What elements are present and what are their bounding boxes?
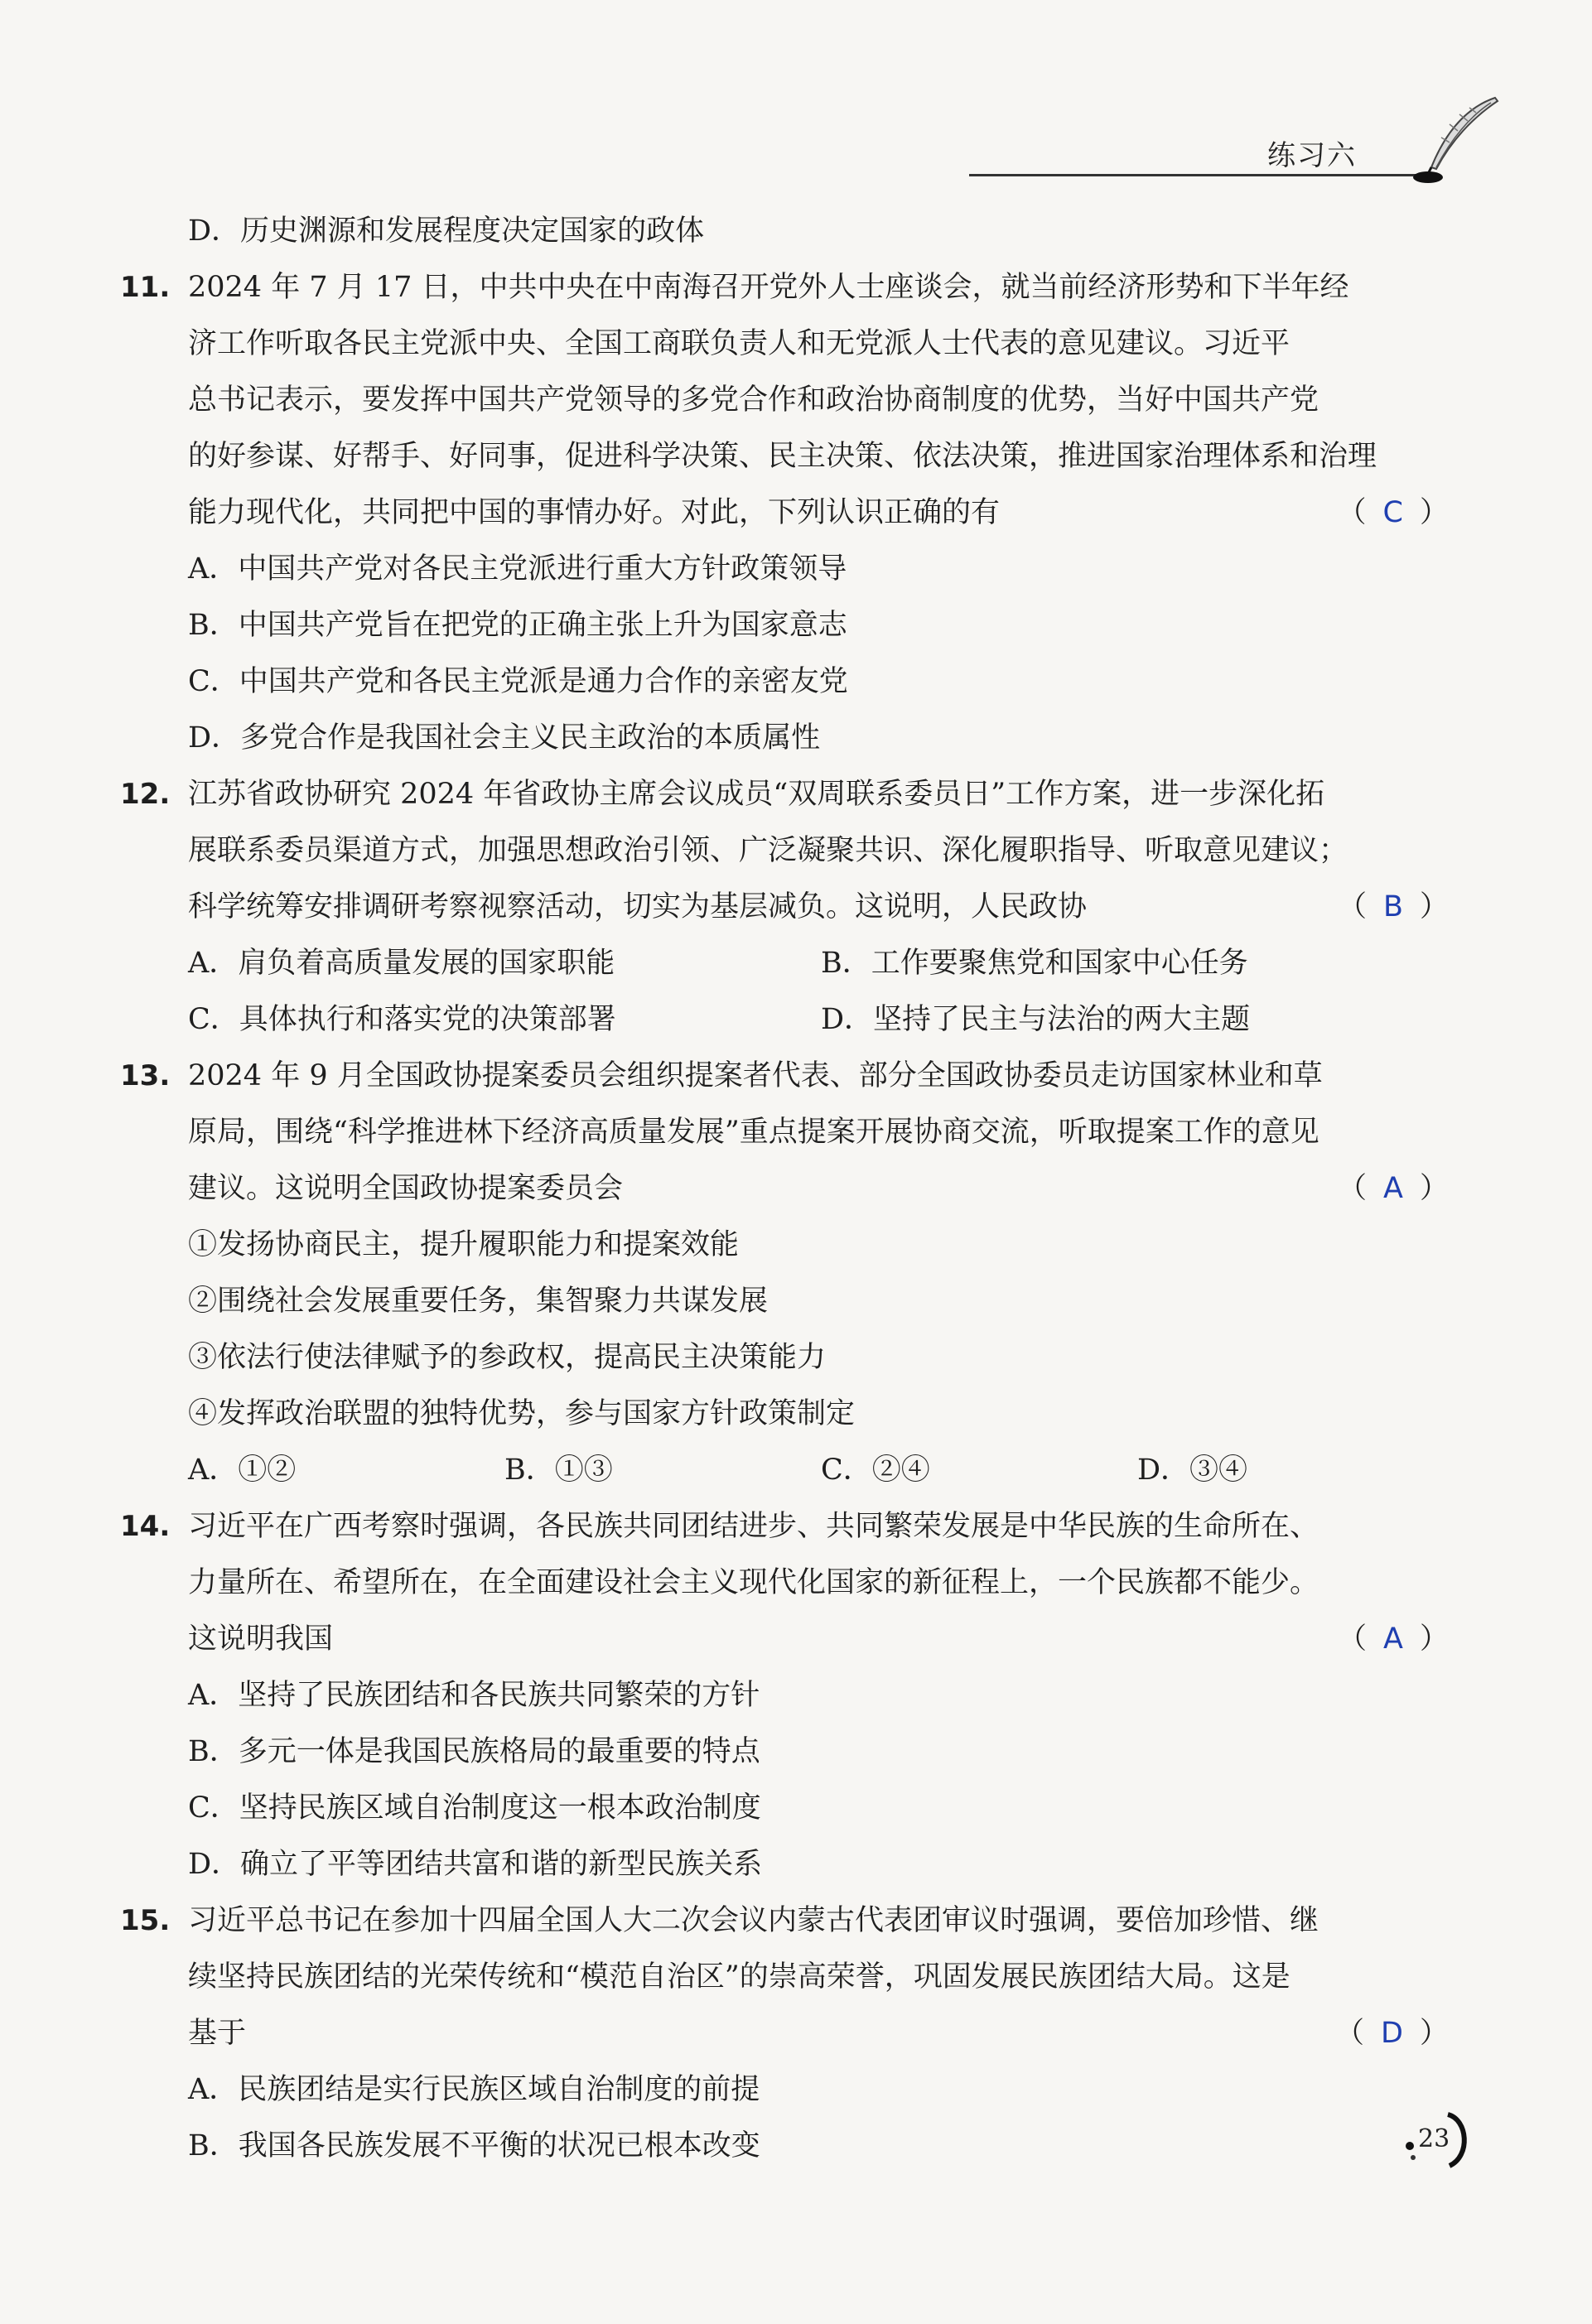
header-title: 练习六 bbox=[1267, 139, 1357, 172]
question-11 bbox=[120, 259, 1454, 766]
option: C．坚持民族区域自治制度这一根本政治制度 bbox=[188, 1791, 761, 1825]
question-text-line: 习近平总书记在参加十四届全国人大二次会议内蒙古代表团审议时强调，要倍加珍惜、继 bbox=[188, 1904, 1319, 1937]
option: D．确立了平等团结共富和谐的新型民族关系 bbox=[188, 1848, 763, 1881]
question-text-line: 济工作听取各民主党派中央、全国工商联负责人和无党派人士代表的意见建议。习近平 bbox=[188, 327, 1290, 360]
statement: ③依法行使法律赋予的参政权，提高民主决策能力 bbox=[188, 1341, 827, 1374]
option: A．①② bbox=[188, 1454, 297, 1487]
answer-letter: A bbox=[1383, 1622, 1408, 1656]
option: B．①③ bbox=[504, 1454, 613, 1487]
statement: ①发扬协商民主，提升履职能力和提案效能 bbox=[188, 1228, 740, 1261]
option: A．民族团结是实行民族区域自治制度的前提 bbox=[188, 2073, 760, 2106]
option: D．坚持了民主与法治的两大主题 bbox=[821, 1003, 1251, 1036]
question-text-line: 原局，围绕“科学推进林下经济高质量发展”重点提案开展协商交流，听取提案工作的意见 bbox=[188, 1116, 1319, 1149]
question-text-line: 续坚持民族团结的光荣传统和“模范自治区”的崇高荣誉，巩固发展民族团结大局。这是 bbox=[188, 1960, 1290, 1994]
question-text-line: 基于 bbox=[188, 2017, 247, 2050]
option: A．肩负着高质量发展的国家职能 bbox=[188, 947, 615, 980]
question-text-line: 建议。这说明全国政协提案委员会 bbox=[188, 1172, 624, 1205]
question-number: 12. bbox=[120, 778, 171, 811]
question-text-line: 展联系委员渠道方式，加强思想政治引领、广泛凝聚共识、深化履职指导、听取意见建议； bbox=[188, 834, 1348, 867]
answer-letter: A bbox=[1383, 1172, 1408, 1205]
answer-letter: C bbox=[1382, 496, 1408, 529]
question-14 bbox=[120, 1498, 1454, 1892]
question-text-line: 科学统筹安排调研考察视察活动，切实为基层减负。这说明，人民政协 bbox=[188, 890, 1088, 923]
question-13 bbox=[120, 1048, 1454, 1498]
question-number: 13. bbox=[120, 1059, 171, 1092]
statement: ④发挥政治联盟的独特优势，参与国家方针政策制定 bbox=[188, 1397, 856, 1430]
question-text-line: 这说明我国 bbox=[188, 1622, 334, 1656]
option: B．我国各民族发展不平衡的状况已根本改变 bbox=[188, 2129, 760, 2162]
option: A．坚持了民族团结和各民族共同繁荣的方针 bbox=[188, 1679, 760, 1712]
answer-box: （ D ） bbox=[1335, 2017, 1454, 2050]
question-text-line: 2024 年 7 月 17 日，中共中央在中南海召开党外人士座谈会，就当前经济形势和下半年经 bbox=[188, 271, 1349, 304]
question-15 bbox=[120, 1892, 1454, 2174]
question-text-line: 总书记表示，要发挥中国共产党领导的多党合作和政治协商制度的优势，当好中国共产党 bbox=[188, 383, 1319, 417]
question-text-line: 力量所在、希望所在，在全面建设社会主义现代化国家的新征程上，一个民族都不能少。 bbox=[188, 1566, 1319, 1599]
answer-letter: B bbox=[1382, 890, 1408, 923]
answer-box: （ B ） bbox=[1337, 890, 1454, 923]
option: C．中国共产党和各民主党派是通力合作的亲密友党 bbox=[188, 665, 848, 698]
question-number: 11. bbox=[120, 271, 171, 304]
page-content bbox=[120, 203, 1454, 2174]
question-text-line: 习近平在广西考察时强调，各民族共同团结进步、共同繁荣发展是中华民族的生命所在、 bbox=[188, 1510, 1319, 1543]
statement: ②围绕社会发展重要任务，集智聚力共谋发展 bbox=[188, 1285, 769, 1318]
answer-letter: D bbox=[1381, 2017, 1408, 2050]
answer-box: （ C ） bbox=[1337, 496, 1454, 529]
question-number: 14. bbox=[120, 1510, 171, 1543]
option: C．具体执行和落实党的决策部署 bbox=[188, 1003, 616, 1036]
page-number: 23 bbox=[1418, 2124, 1450, 2153]
question-text-line: 的好参谋、好帮手、好同事，促进科学决策、民主决策、依法决策，推进国家治理体系和治理 bbox=[188, 440, 1377, 473]
option: A．中国共产党对各民主党派进行重大方针政策领导 bbox=[188, 552, 847, 586]
option: B．工作要聚焦党和国家中心任务 bbox=[821, 947, 1248, 980]
question-text-line: 能力现代化，共同把中国的事情办好。对此，下列认识正确的有 bbox=[188, 496, 1001, 529]
previous-question-option-d: D．历史渊源和发展程度决定国家的政体 bbox=[188, 215, 705, 248]
answer-box: （ A ） bbox=[1338, 1172, 1454, 1205]
question-text-line: 2024 年 9 月全国政协提案委员会组织提案者代表、部分全国政协委员走访国家林业和草 bbox=[188, 1059, 1323, 1092]
option: C．②④ bbox=[821, 1454, 930, 1487]
header-rule bbox=[969, 174, 1433, 176]
option: D．③④ bbox=[1137, 1454, 1248, 1487]
quill-icon bbox=[1408, 91, 1508, 190]
question-12 bbox=[120, 766, 1454, 1048]
option: D．多党合作是我国社会主义民主政治的本质属性 bbox=[188, 721, 821, 755]
question-number: 15. bbox=[120, 1904, 171, 1937]
answer-box: （ A ） bbox=[1338, 1622, 1454, 1656]
question-text-line: 江苏省政协研究 2024 年省政协主席会议成员“双周联系委员日”工作方案，进一步深化拓 bbox=[188, 778, 1325, 811]
option: B．多元一体是我国民族格局的最重要的特点 bbox=[188, 1735, 760, 1768]
option: B．中国共产党旨在把党的正确主张上升为国家意志 bbox=[188, 609, 847, 642]
